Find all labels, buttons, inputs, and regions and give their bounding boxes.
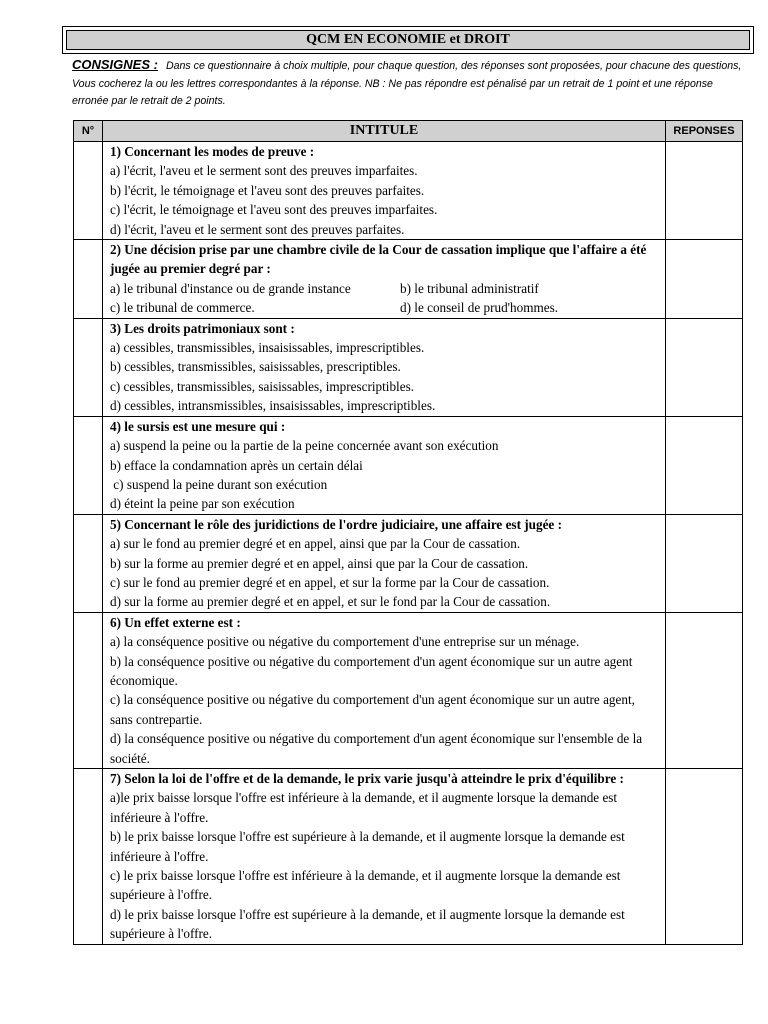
option-b: b) sur la forme au premier degré et en appel, ainsi que par la Cour de cassation. [110,555,529,571]
instructions-text: Dans ce questionnaire à choix multiple, pour chaque question, des réponses sont proposées, pour chacune des questions, Vous cocherez la ou les lettres correspondantes à la réponse. NB : Ne pas répondre est pénalisé par un retrait de 1 point et une réponse erronée par le retrait de 2 points. [72,60,742,107]
question-row-5 [74,514,743,612]
option-c: c) suspend la peine durant son exécution [110,476,328,492]
option-d: d) cessibles, intransmissibles, insaisissables, imprescriptibles. [110,398,436,414]
option-c: c) le prix baisse lorsque l'offre est inférieure à la demande, et il augmente lorsque la demande est supérieure à l'offre. [110,868,621,903]
question-text: 1) Concernant les modes de preuve : [110,144,315,159]
question-text: 7) Selon la loi de l'offre et de la demande, le prix varie jusqu'à atteindre le prix d'équilibre : [110,771,624,786]
question-cell [103,240,666,319]
instructions [72,56,748,111]
option-c: c) sur le fond au premier degré et en appel, et sur la forme par la Cour de cassation. [110,574,550,590]
option-b: b) cessibles, transmissibles, saisissables, prescriptibles. [110,359,401,375]
answer-cell-1[interactable] [666,142,743,240]
answer-cell-2[interactable] [666,240,743,319]
number-cell [74,416,103,514]
question-row-1 [74,142,743,240]
number-cell [74,514,103,612]
number-cell [74,318,103,416]
option-c: c) l'écrit, le témoignage et l'aveu sont des preuves imparfaites. [110,202,438,218]
option-pair [110,298,659,317]
question-row-3 [74,318,743,416]
answer-cell-6[interactable] [666,612,743,768]
header-number: N° [74,121,103,142]
question-text: 6) Un effet externe est : [110,614,241,630]
question-cell [103,769,666,945]
option-b: b) le prix baisse lorsque l'offre est supérieure à la demande, et il augmente lorsque la demande est inférieure à l'offre. [110,829,625,864]
option-d: d) sur la forme au premier degré et en appel, et sur le fond par la Cour de cassation. [110,594,551,610]
question-cell [103,416,666,514]
header-reponses: REPONSES [666,121,743,142]
question-row-6 [74,612,743,768]
option-a: a)le prix baisse lorsque l'offre est inférieure à la demande, et il augmente lorsque la demande est inférieure à l'offre. [110,790,618,825]
option-a: a) sur le fond au premier degré et en appel, ainsi que par la Cour de cassation. [110,536,521,552]
qcm-table [73,120,743,945]
option-c: c) la conséquence positive ou négative du comportement d'un agent économique sur un autre agent, sans contrepartie. [110,692,635,727]
answer-cell-3[interactable] [666,318,743,416]
answer-cell-4[interactable] [666,416,743,514]
number-cell [74,612,103,768]
question-cell [103,318,666,416]
option-pair [110,279,659,298]
question-text: 5) Concernant le rôle des juridictions de l'ordre judiciaire, une affaire est jugée : [110,516,562,532]
number-cell [74,142,103,240]
option-b: b) le tribunal administratif [400,280,539,296]
option-d: d) éteint la peine par son exécution [110,496,295,512]
question-text: 3) Les droits patrimoniaux sont : [110,320,295,336]
table-header-row [74,121,743,142]
option-d: d) la conséquence positive ou négative du comportement d'un agent économique sur l'ensemble de la société. [110,731,643,766]
option-a: a) suspend la peine ou la partie de la peine concernée avant son exécution [110,438,499,454]
option-c: c) le tribunal de commerce. [110,300,255,316]
option-d: d) l'écrit, l'aveu et le serment sont des preuves parfaites. [110,221,405,237]
question-text: 2) Une décision prise par une chambre civile de la Cour de cassation implique que l'affaire a été jugée au premier degré par : [110,242,647,277]
document-title: QCM EN ECONOMIE et DROIT [66,30,750,50]
question-row-4 [74,416,743,514]
option-b: b) efface la condamnation après un certain délai [110,457,363,473]
instructions-label: CONSIGNES : [72,57,158,72]
option-c: c) cessibles, transmissibles, saisissables, imprescriptibles. [110,378,414,394]
question-cell [103,142,666,240]
answer-cell-7[interactable] [666,769,743,945]
option-d: d) le conseil de prud'hommes. [400,300,559,316]
number-cell [74,769,103,945]
question-text: 4) le sursis est une mesure qui : [110,418,286,434]
answer-cell-5[interactable] [666,514,743,612]
title-box [62,26,754,54]
option-a: a) cessibles, transmissibles, insaisissables, imprescriptibles. [110,340,425,356]
question-cell [103,514,666,612]
question-row-7 [74,769,743,945]
question-cell [103,612,666,768]
option-a: a) le tribunal d'instance ou de grande instance [110,280,351,296]
option-a: a) l'écrit, l'aveu et le serment sont des preuves imparfaites. [110,163,418,179]
number-cell [74,240,103,319]
option-a: a) la conséquence positive ou négative du comportement d'une entreprise sur un ménage. [110,634,580,650]
header-intitule: INTITULE [103,121,666,142]
option-d: d) le prix baisse lorsque l'offre est supérieure à la demande, et il augmente lorsque la demande est supérieure à l'offre. [110,906,625,942]
option-b: b) l'écrit, le témoignage et l'aveu sont des preuves parfaites. [110,182,425,198]
question-row-2 [74,240,743,319]
option-b: b) la conséquence positive ou négative du comportement d'un agent économique sur un autre agent économique. [110,653,633,688]
